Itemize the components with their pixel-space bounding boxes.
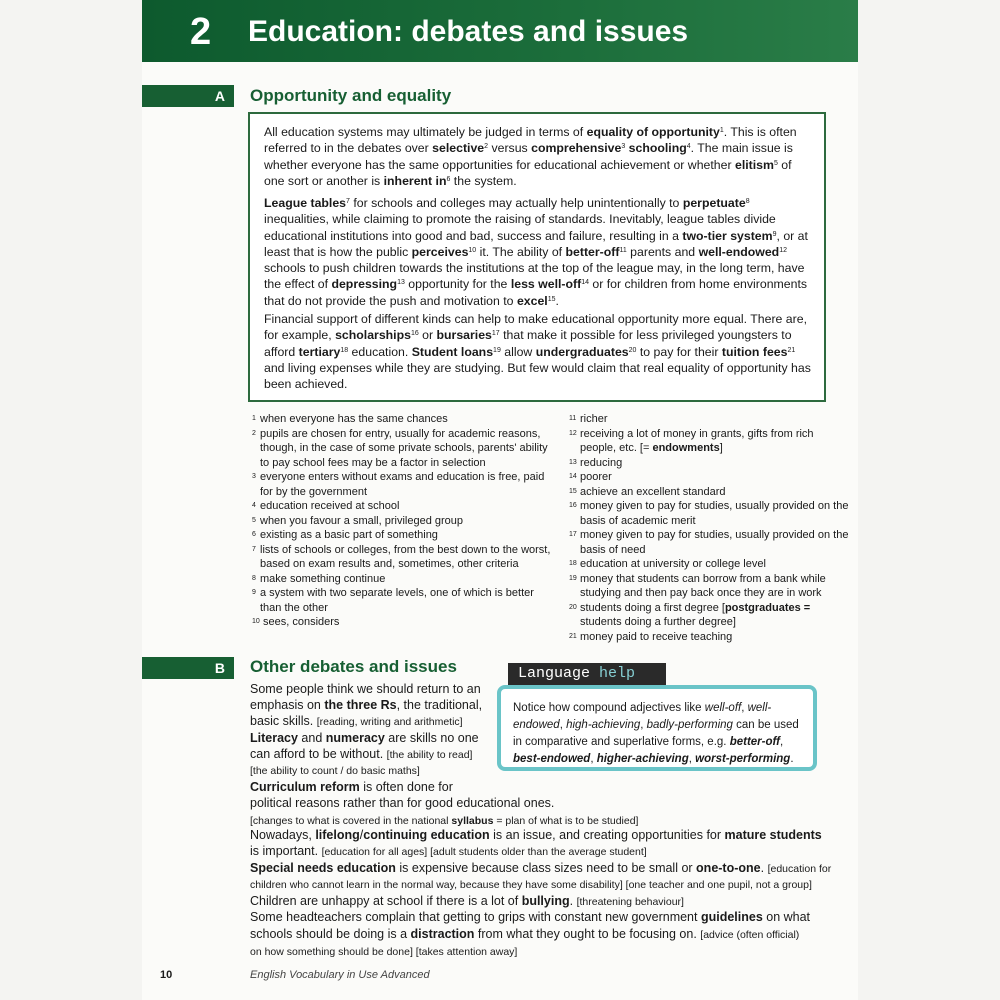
key-term: scholarships [335, 328, 411, 343]
key-term: excel [516, 293, 548, 308]
definition-text: sees, considers [263, 616, 340, 628]
footnote-ref: 1 [719, 127, 724, 134]
footnote-ref: 8 [745, 198, 750, 205]
key-term: two-tier system [682, 228, 773, 243]
definition-text: a system with two separate levels, one of which is better than the other [260, 587, 534, 614]
language-help-word2: help [599, 665, 636, 682]
key-term: continuing education [363, 828, 490, 842]
text-run: to pay for their [636, 344, 722, 359]
glossary-item [252, 499, 552, 514]
definition-text: achieve an excellent standard [580, 485, 726, 498]
text-run: , [688, 753, 696, 765]
definition-text: students doing a further degree] [580, 616, 736, 628]
glossary-number: 10 [252, 618, 260, 625]
footnote-ref: 9 [772, 230, 777, 238]
key-term: one-to-one [696, 861, 761, 875]
glossary-item [569, 557, 849, 572]
definition-text: money given to pay for studies, usually provided on the basis of academic merit [580, 500, 849, 527]
key-term: Literacy [250, 731, 298, 745]
glossary-definition [580, 470, 849, 485]
footnote-ref: 7 [346, 198, 350, 205]
example-term: badly-performing [646, 719, 733, 731]
key-term: guidelines [700, 910, 763, 924]
section-b-line [250, 713, 463, 730]
passage-paragraph-1 [264, 124, 812, 189]
footnote-ref: 21 [787, 346, 796, 354]
glossary-number: 15 [569, 487, 577, 495]
glossary-number: 19 [569, 574, 577, 582]
glossary-definition [260, 572, 552, 587]
glossary-definition [580, 601, 849, 630]
key-term: higher-achieving [596, 753, 689, 765]
glossary-definition [580, 485, 849, 500]
text-run: can afford to be without. [250, 747, 387, 761]
key-term: League tables [264, 196, 347, 210]
text-run: Notice how compound adjectives like [513, 702, 705, 714]
glossary-item [252, 528, 552, 543]
key-term: depressing [331, 277, 398, 292]
glossary-item [569, 572, 849, 601]
key-term: syllabus [451, 815, 494, 827]
definition-text: existing as a basic part of something [260, 529, 438, 541]
glossary-number: 20 [569, 603, 577, 611]
glossary-definition [260, 470, 552, 499]
glossary-definition [580, 557, 849, 572]
glossary-number: 2 [252, 429, 256, 437]
text-run: [changes to what is covered in the national [250, 815, 452, 827]
glossary-item [252, 427, 552, 471]
example-term: well-off [704, 702, 742, 714]
glossary-number: 4 [252, 502, 256, 509]
section-b-line [250, 746, 472, 763]
text-run: , [779, 736, 784, 748]
text-run: , [741, 702, 748, 714]
key-term: Student loans [411, 344, 494, 359]
glossary-number: 18 [569, 560, 577, 567]
section-b-line [250, 697, 482, 713]
key-term: distraction [410, 927, 475, 941]
glossary-item [569, 601, 849, 630]
key-term: mature students [724, 828, 822, 842]
text-run: , [640, 719, 647, 731]
text-run: is an issue, and creating opportunities for [489, 828, 725, 842]
glossary-definition [580, 630, 849, 645]
glossary-number: 5 [252, 516, 256, 524]
section-b-line [250, 860, 831, 877]
text-run: from what they ought to be focusing on. [474, 927, 701, 941]
glossary-item [252, 615, 552, 630]
footnote-ref: 18 [340, 346, 349, 354]
definition-term: endowments [652, 442, 720, 454]
key-term: perceives [411, 244, 469, 259]
footnote-ref: 10 [468, 246, 477, 254]
glossary-number: 1 [252, 415, 256, 422]
key-term: bursaries [436, 328, 492, 343]
text-run: that make it possible for less privileged youngsters to afford [264, 328, 792, 359]
key-term: tuition fees [721, 344, 788, 359]
glossary-item [569, 630, 849, 645]
text-run: and living expenses while they are studying. But few would claim that real equality of opportunity has been achieved. [264, 360, 811, 392]
definition-text: when you favour a small, privileged group [260, 514, 464, 527]
footnote-ref: 16 [410, 330, 419, 338]
text-run: is often done for [359, 780, 453, 794]
glossary-number: 12 [569, 429, 577, 437]
section-b-line [250, 827, 822, 843]
section-b-line [250, 926, 799, 943]
glossary-definition [580, 528, 849, 557]
glossary-item [569, 485, 849, 500]
section-b-line [250, 795, 554, 811]
definition-text: everyone enters without exams and education is free, paid for by the government [260, 471, 545, 498]
glossary-item [252, 514, 552, 529]
footnote-ref: 17 [491, 330, 500, 338]
text-run: children who cannot learn in the normal way, because they have some disability] [one teacher and one pupil, not a group] [250, 879, 812, 891]
text-run: opportunity for the [404, 277, 511, 292]
section-b-line [250, 730, 479, 746]
passage-paragraph-3 [264, 311, 812, 392]
text-run: . This is often referred to in the debates over [264, 125, 797, 156]
glossary-definition [260, 427, 552, 471]
key-term: undergraduates [535, 344, 629, 359]
section-b-title: Other debates and issues [250, 657, 457, 676]
text-run: Some people think we should return to an [250, 682, 481, 696]
footnote-ref: 15 [547, 295, 556, 303]
text-run: is expensive because class sizes need to be small or [395, 861, 697, 875]
glossary-number: 6 [252, 531, 256, 538]
footnote-ref: 11 [619, 246, 627, 254]
text-run: and [297, 731, 326, 745]
section-b-line [250, 779, 453, 795]
text-run: allow [500, 344, 536, 359]
definition-text: education at university or college level [580, 558, 766, 570]
section-b-line [250, 762, 420, 779]
text-run: . [569, 894, 577, 908]
glossary-item [252, 470, 552, 499]
text-run: schools to push children towards the institutions at the top of the league may, in the long term, have the effect of [264, 261, 805, 292]
key-term: less well-off [510, 277, 582, 292]
text-run: . [555, 293, 559, 308]
section-b-bar [142, 657, 234, 679]
footnote-ref: 20 [628, 346, 637, 354]
definition-term: postgraduates = [724, 601, 811, 614]
glossary-item [569, 499, 849, 528]
text-run: , the traditional, [396, 698, 483, 712]
key-term: better-off [565, 244, 620, 259]
text-run: [the ability to count / do basic maths] [250, 765, 420, 777]
glossary-definition [260, 528, 552, 543]
definition-text: richer [580, 413, 608, 425]
key-term: numeracy [325, 731, 385, 745]
glossary-number: 14 [569, 473, 577, 480]
key-term: schooling [628, 141, 687, 156]
text-run: , or at least that is how the public [264, 228, 808, 259]
text-run: for schools and colleges may actually help unintentionally to [349, 196, 683, 210]
definition-text: money paid to receive teaching [580, 630, 733, 643]
definition-text: poorer [580, 471, 612, 483]
key-term: equality of opportunity [586, 125, 720, 139]
footnote-ref: 13 [397, 279, 405, 287]
key-term: worst-performing [695, 753, 791, 765]
key-term: the three Rs [324, 698, 397, 712]
text-run: / [359, 828, 364, 842]
page-number: 10 [160, 969, 173, 981]
text-run: is important. [250, 844, 322, 858]
text-run: . [760, 861, 768, 875]
text-run: of one sort or another is [264, 157, 792, 188]
language-help-word1: Language [518, 665, 591, 682]
text-run: can be used in comparative and superlative forms, e.g. [513, 719, 799, 748]
key-term: better-off [729, 736, 780, 748]
text-run: , [559, 719, 567, 731]
definition-text: money that students can borrow from a bank while studying and then pay back once they are in work [580, 572, 826, 599]
footnote-ref: 12 [779, 246, 787, 254]
text-run: emphasis on [250, 698, 325, 712]
key-term: lifelong [315, 828, 360, 842]
language-help-text [513, 700, 805, 768]
glossary-item [569, 528, 849, 557]
definition-text: pupils are chosen for entry, usually for academic reasons, though, in the case of some private schools, parents' ability to pay school fees may be a factor in selection [260, 427, 548, 469]
text-run: or for children from home environments that do not provide the push and motivation to [264, 277, 808, 308]
example-term: high-achieving [566, 719, 641, 731]
text-run: schools should be doing is a [250, 927, 411, 941]
key-term: elitism [734, 157, 774, 172]
text-run: basic skills. [250, 714, 317, 728]
key-term: selective [432, 141, 485, 156]
text-run: [education for all ages] [adult students older than the average student] [321, 846, 647, 858]
glossary-definition [260, 412, 552, 427]
text-run: on how something should be done] [takes attention away] [250, 946, 518, 958]
glossary-number: 3 [252, 473, 256, 480]
language-help-tab [508, 663, 666, 685]
footnote-ref: 3 [621, 143, 626, 151]
text-run: versus [488, 141, 532, 156]
key-term: Curriculum reform [250, 780, 360, 794]
definition-text: reducing [580, 456, 623, 469]
glossary-item [252, 572, 552, 587]
glossary-number: 7 [252, 545, 256, 553]
text-run: . [790, 753, 794, 765]
text-run: parents and [626, 244, 699, 259]
glossary-definition [260, 543, 552, 572]
section-b-line [250, 681, 481, 697]
footnote-ref: 14 [581, 279, 589, 287]
text-run: [threatening behaviour] [576, 896, 684, 908]
text-run: Children are unhappy at school if there is a lot of [250, 894, 522, 908]
key-term: well-endowed [698, 244, 780, 259]
definition-text: education received at school [260, 500, 400, 512]
text-run: education. [348, 344, 412, 359]
definition-text: ] [719, 442, 723, 454]
key-term: tertiary [298, 344, 341, 359]
text-run: inequalities, while claiming to promote the raising of standards. Inevitably, league tables divide educational institutions into good and bad, success and failure, resulting in a [264, 212, 776, 243]
key-term: comprehensive [531, 141, 622, 156]
glossary-definition [580, 456, 849, 471]
text-run: or [418, 328, 437, 343]
key-term: Special needs education [250, 861, 396, 875]
section-b-line [250, 843, 647, 860]
key-term: bullying [521, 894, 570, 908]
book-title: English Vocabulary in Use Advanced [250, 969, 430, 981]
text-run: [education for [767, 863, 832, 875]
glossary-item [252, 412, 552, 427]
section-a-letter: A [214, 88, 225, 104]
footnote-ref: 5 [773, 159, 778, 167]
glossary-item [252, 543, 552, 572]
glossary-number: 8 [252, 574, 256, 582]
section-b-letter: B [214, 660, 225, 676]
definition-text: receiving a lot of money in grants, gifts from rich people, etc. [= [580, 427, 814, 454]
glossary-number: 13 [569, 458, 577, 466]
definition-text: money given to pay for studies, usually provided on the basis of need [580, 529, 849, 556]
glossary-definition [580, 572, 849, 601]
section-b-line [250, 893, 684, 910]
glossary-number: 9 [252, 589, 256, 596]
text-run: Financial support of different kinds can help to make educational opportunity more equal. There are, for example, [264, 312, 807, 343]
glossary-number: 16 [569, 502, 577, 509]
text-run: it. The ability of [476, 244, 566, 259]
unit-number: 2 [190, 11, 212, 53]
text-run: All education systems may ultimately be judged in terms of [264, 125, 587, 139]
glossary-item [569, 470, 849, 485]
text-run: [advice (often official) [700, 929, 800, 941]
key-term: inherent in [383, 173, 447, 188]
key-term: perpetuate [682, 196, 746, 210]
section-a-bar [142, 85, 234, 107]
definition-text: make something continue [260, 572, 386, 585]
section-b-line [250, 909, 810, 925]
glossary-definition [580, 412, 849, 427]
text-run: . The main issue is whether everyone has the same opportunities for educational achievement or whether [264, 141, 793, 172]
glossary-definition [260, 499, 552, 514]
text-run: Some headteachers complain that getting to grips with constant new government [250, 910, 701, 924]
glossary-item [569, 412, 849, 427]
glossary-definition [580, 427, 849, 456]
section-b-line [250, 876, 812, 893]
glossary-definition [580, 499, 849, 528]
glossary-definition [260, 514, 552, 529]
example-term: well-endowed [513, 702, 772, 731]
text-run: = plan of what is to be studied] [493, 815, 639, 827]
footnote-ref: 4 [686, 143, 691, 151]
glossary-number: 11 [569, 415, 577, 422]
section-a-title: Opportunity and equality [250, 86, 452, 105]
text-run: [the ability to read] [386, 749, 473, 761]
text-run: the system. [450, 173, 517, 188]
text-run: Nowadays, [250, 828, 316, 842]
glossary-number: 17 [569, 531, 577, 538]
footnote-ref: 2 [484, 143, 489, 151]
glossary-item [569, 427, 849, 456]
passage-paragraph-2 [264, 195, 812, 309]
glossary-left [252, 412, 552, 630]
definition-text: lists of schools or colleges, from the best down to the worst, based on exam results and, sometimes, other criteria [260, 543, 551, 570]
key-term: best-endowed [513, 753, 591, 765]
glossary-right [569, 412, 849, 644]
glossary-item [569, 456, 849, 471]
footnote-ref: 6 [446, 175, 451, 183]
footnote-ref: 19 [493, 346, 501, 354]
reading-passage [248, 112, 826, 402]
text-run: , [590, 753, 597, 765]
glossary-definition [260, 586, 552, 615]
unit-title: Education: debates and issues [248, 15, 689, 48]
glossary-item [252, 586, 552, 615]
text-run: are skills no one [384, 731, 479, 745]
text-run: [reading, writing and arithmetic] [316, 716, 463, 728]
language-help-box [497, 685, 817, 771]
section-b-line [250, 943, 517, 960]
unit-header [142, 0, 858, 62]
definition-text: students doing a first degree [ [580, 601, 725, 614]
text-run: on what [762, 910, 811, 924]
glossary-definition [263, 615, 552, 630]
definition-text: when everyone has the same chances [260, 413, 448, 425]
text-run: political reasons rather than for good educational ones. [250, 796, 555, 810]
glossary-number: 21 [569, 632, 577, 640]
